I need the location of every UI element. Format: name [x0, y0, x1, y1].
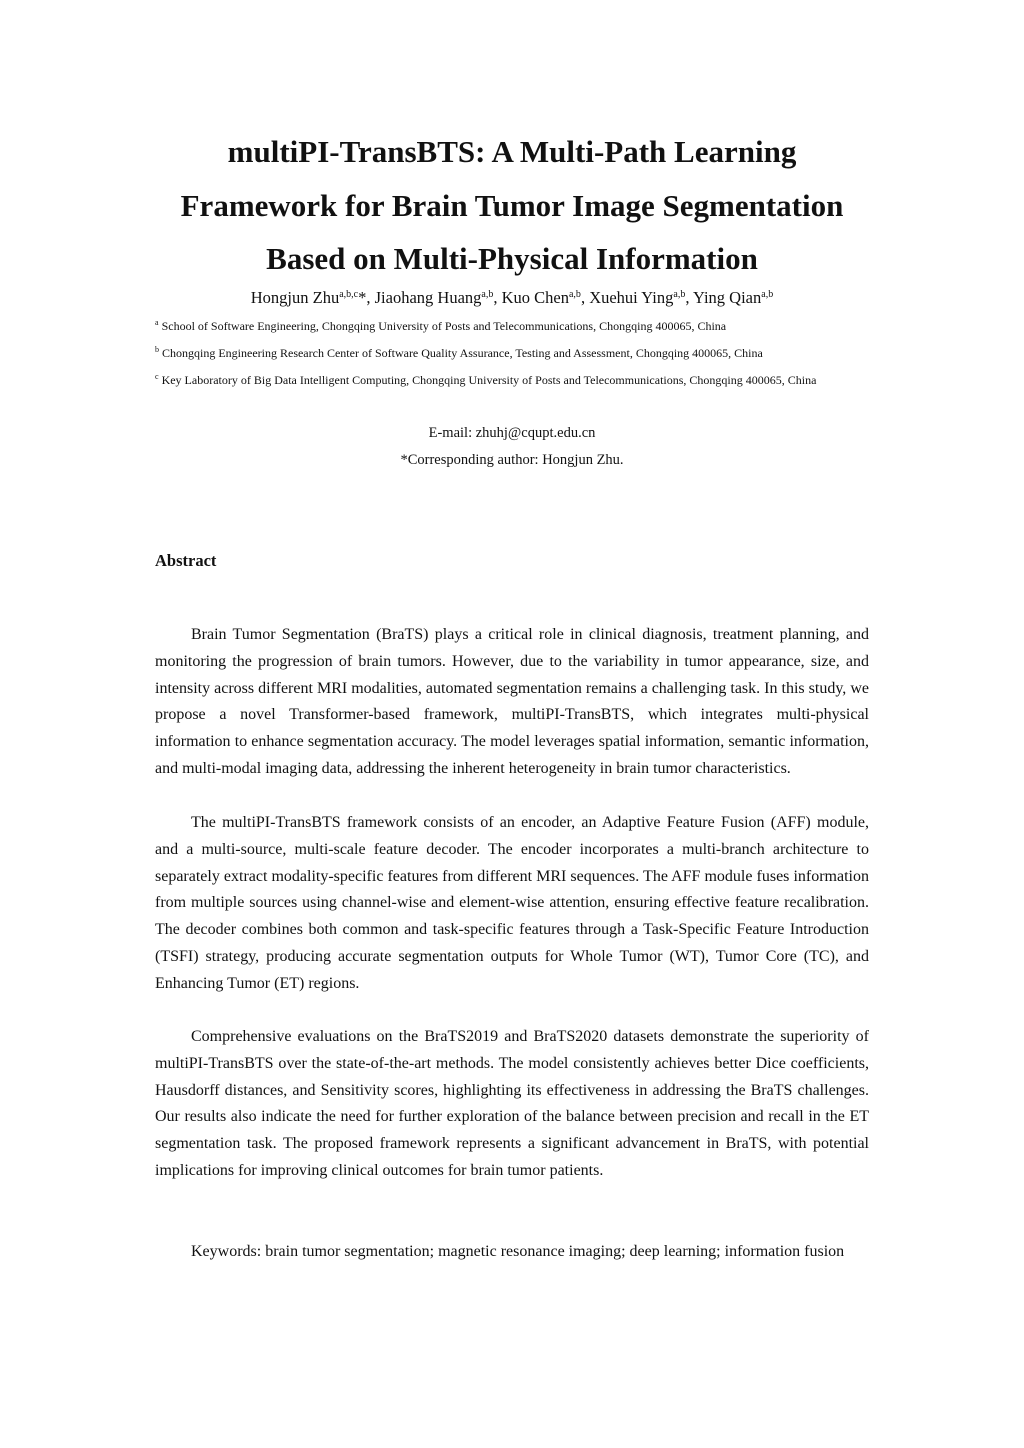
- author-name: Xuehui Ying: [589, 288, 674, 307]
- affiliation-b: [155, 345, 895, 361]
- corresponding-author: *Corresponding author: Hongjun Zhu.: [400, 452, 624, 468]
- author-name: Jiaohang Huang: [374, 288, 482, 307]
- affiliation-mark: b: [155, 345, 159, 354]
- affiliation-text: Key Laboratory of Big Data Intelligent Computing, Chongqing University of Posts and Telecommunications, Chongqing 400065, China: [161, 373, 817, 387]
- author-name: Ying Qian: [692, 288, 762, 307]
- abstract-heading: Abstract: [155, 551, 217, 570]
- author-name: Hongjun Zhu: [250, 288, 340, 307]
- affiliation-text: School of Software Engineering, Chongqing University of Posts and Telecommunications, Chongqing 400065, China: [161, 319, 727, 333]
- author-separator: *,: [358, 288, 375, 307]
- affiliation-mark: c: [155, 372, 159, 381]
- keywords: Keywords: brain tumor segmentation; magnetic resonance imaging; deep learning; information fusion: [191, 1243, 845, 1260]
- author-list: [0, 287, 1024, 309]
- affiliation-mark: a: [155, 318, 159, 327]
- affiliation-a: [155, 318, 895, 334]
- author-separator: ,: [493, 288, 502, 307]
- author-affiliation-mark: a,b: [761, 289, 774, 300]
- abstract-paragraph-1: Brain Tumor Segmentation (BraTS) plays a critical role in clinical diagnosis, treatment planning, and monitoring the progression of brain tumors. However, due to the variability in tumor appearance, size, and intensity across different MRI modalities, automated segmentation remains a challenging task. In this study, we propose a novel Transformer-based framework, multiPI-TransBTS, which integrates multi-physical information to enhance segmentation accuracy. The model leverages spatial information, semantic information, and multi-modal imaging data, addressing the inherent heterogeneity in brain tumor characteristics.: [155, 626, 869, 777]
- abstract-paragraph-2: The multiPI-TransBTS framework consists of an encoder, an Adaptive Feature Fusion (AFF) module, and a multi-source, multi-scale feature decoder. The encoder incorporates a multi-branch architecture to separately extract modality-specific features from different MRI sequences. The AFF module fuses information from multiple sources using channel-wise and element-wise attention, ensuring effective feature recalibration. The decoder combines both common and task-specific features through a Task-Specific Feature Introduction (TSFI) strategy, producing accurate segmentation outputs for Whole Tumor (WT), Tumor Core (TC), and Enhancing Tumor (ET) regions.: [155, 814, 869, 992]
- author-separator: ,: [580, 288, 590, 307]
- title-line-2: Framework for Brain Tumor Image Segmentation: [180, 188, 844, 223]
- affiliation-c: [155, 372, 895, 388]
- contact-email: E-mail: zhuhj@cqupt.edu.cn: [428, 425, 596, 441]
- author-affiliation-mark: a,b: [673, 289, 686, 300]
- title-line-3: Based on Multi-Physical Information: [266, 241, 758, 276]
- affiliation-text: Chongqing Engineering Research Center of Software Quality Assurance, Testing and Assessment, Chongqing 400065, China: [162, 346, 763, 360]
- author-affiliation-mark: a,b: [481, 289, 494, 300]
- abstract-paragraph-3: Comprehensive evaluations on the BraTS2019 and BraTS2020 datasets demonstrate the superiority of multiPI-TransBTS over the state-of-the-art methods. The model consistently achieves better Dice coefficients, Hausdorff distances, and Sensitivity scores, highlighting its effectiveness in addressing the BraTS challenges. Our results also indicate the need for further exploration of the balance between precision and recall in the ET segmentation task. The proposed framework represents a significant advancement in BraTS, with potential implications for improving clinical outcomes for brain tumor patients.: [155, 1028, 869, 1179]
- author-separator: ,: [685, 288, 693, 307]
- author-name: Kuo Chen: [501, 288, 569, 307]
- title-line-1: multiPI-TransBTS: A Multi-Path Learning: [227, 134, 797, 169]
- author-affiliation-mark: a,b: [568, 289, 581, 300]
- author-affiliation-mark: a,b,c: [339, 289, 359, 300]
